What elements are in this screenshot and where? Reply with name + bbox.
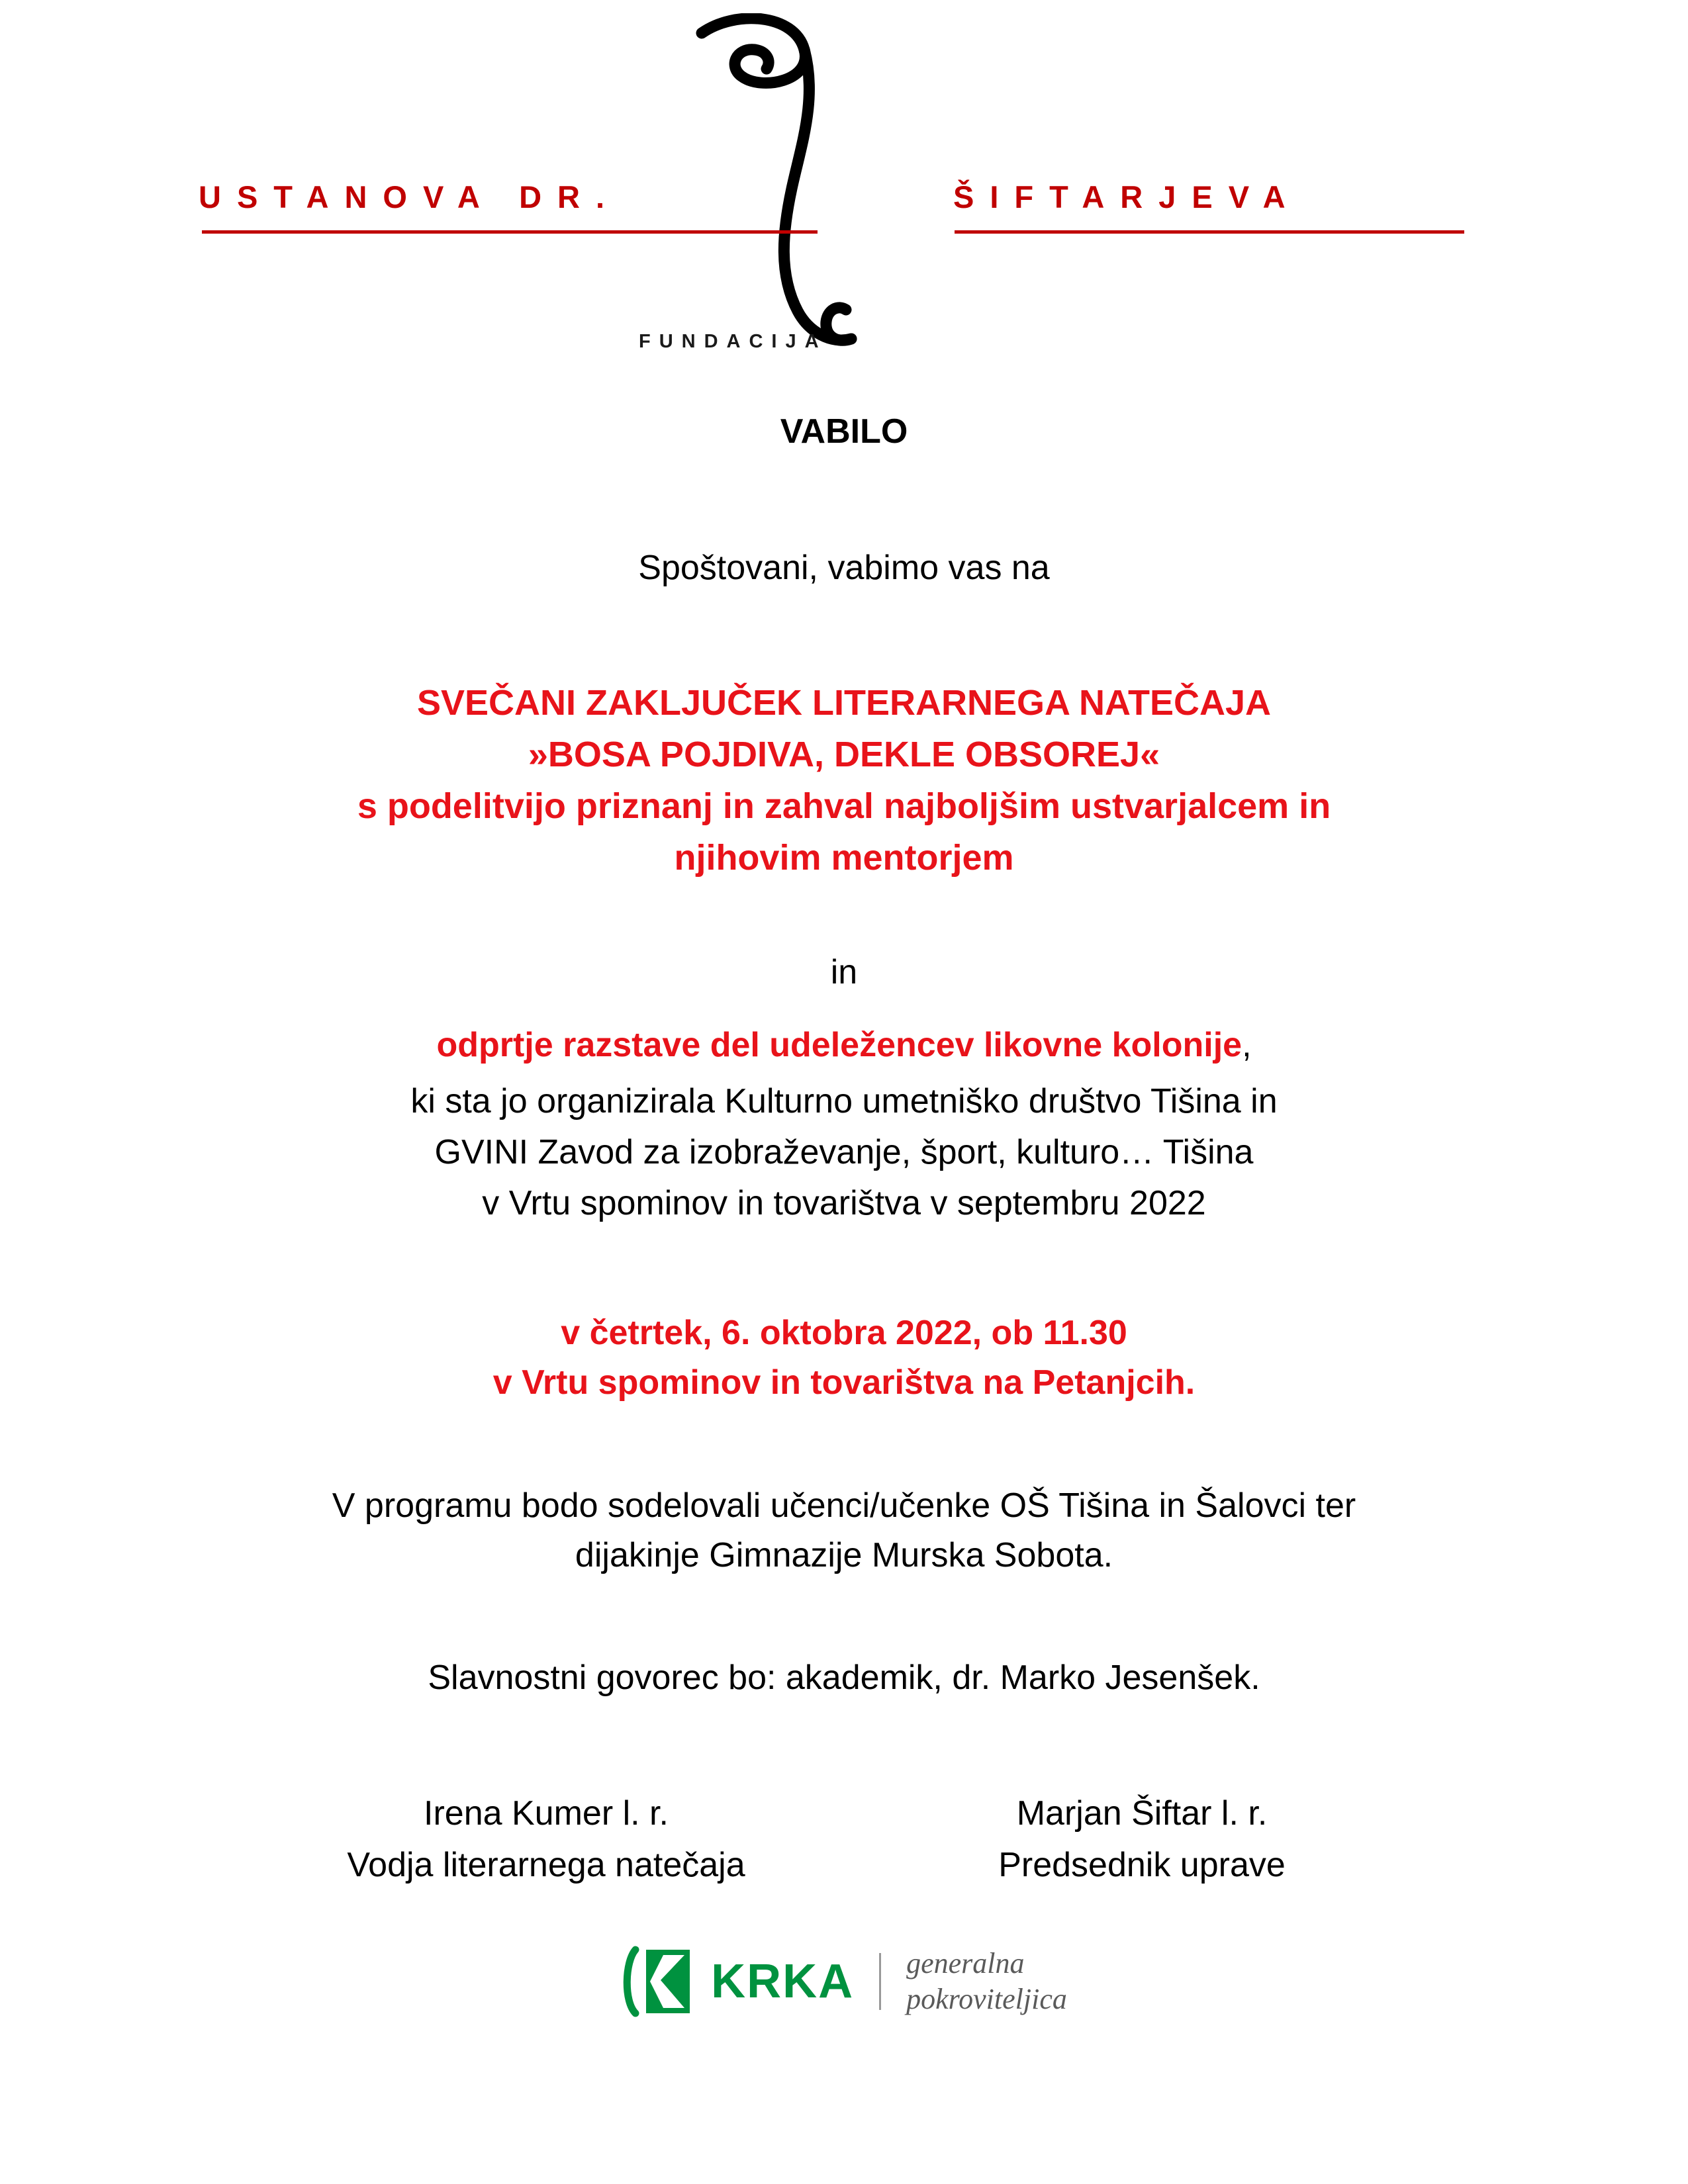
headline-line-3: s podelitvijo priznanj in zahval najboljšim ustvarjalcem in [357,786,1331,827]
signature-role: Predsednik uprave [998,1846,1286,1885]
signature-name: Marjan Šiftar l. r. [1016,1794,1268,1833]
event-location: v Vrtu spominov in tovarištva na Petanjcih. [492,1363,1196,1402]
organizers-block [0,1076,1688,1229]
logo-subtitle: FUNDACIJA [639,331,827,352]
conjunction-text: in [830,952,858,991]
event-datetime: v četrtek, 6. oktobra 2022, ob 11.30 [561,1314,1127,1353]
signature-left [248,1788,844,1891]
exhibition-headline-tail: , [1242,1026,1252,1065]
logo-word-right: ŠIFTARJEVA [953,179,1301,214]
exhibition-headline-bold: odprtje razstave del udeležencev likovne kolonije [436,1026,1243,1065]
sponsor-footer [0,1946,1688,2017]
headline-line-2: »BOSA POJDIVA, DEKLE OBSOREJ« [528,734,1160,774]
krka-divider [879,1953,881,2010]
logo-word-left: USTANOVA DR. [199,179,621,214]
logo-rule-right [955,230,1464,234]
program-line-1: V programu bodo sodelovali učenci/učenke OŠ Tišina in Šalovci ter [332,1486,1356,1525]
organizers-line-2: GVINI Zavod za izobraževanje, šport, kulturo… Tišina [434,1133,1254,1172]
headline-line-1: SVEČANI ZAKLJUČEK LITERARNEGA NATEČAJA [416,682,1272,723]
headline-line-4: njihovim mentorjem [674,838,1014,878]
krka-mark-icon [621,1946,694,2017]
invitation-content [0,410,1688,1891]
event-headline [0,677,1688,884]
krka-tagline-line-1: generalna [906,1947,1025,1980]
keynote-speaker: Slavnostni govorec bo: akademik, dr. Marko Jesenšek. [428,1658,1260,1697]
signature-name: Irena Kumer l. r. [424,1794,669,1833]
organizers-line-3: v Vrtu spominov in tovarištva v septembru 2022 [482,1184,1206,1223]
signature-row [0,1788,1688,1891]
page-title: VABILO [780,412,908,451]
krka-tagline [906,1946,1067,2017]
krka-tagline-line-2: pokroviteljica [906,1983,1067,2015]
signature-right [844,1788,1440,1891]
event-datetime-block [0,1308,1688,1408]
logo-rule-left [202,230,818,234]
program-line-2: dijakinje Gimnazije Murska Sobota. [575,1536,1113,1575]
krka-logo [621,1946,1067,2017]
lead-text: Spoštovani, vabimo vas na [638,549,1050,587]
organization-logo [0,0,1688,384]
krka-wordmark: KRKA [711,1955,855,2008]
organizers-line-1: ki sta jo organizirala Kulturno umetniško društvo Tišina in [410,1082,1278,1121]
exhibition-headline [0,1021,1688,1069]
program-block [0,1481,1688,1581]
signature-role: Vodja literarnega natečaja [347,1846,745,1885]
